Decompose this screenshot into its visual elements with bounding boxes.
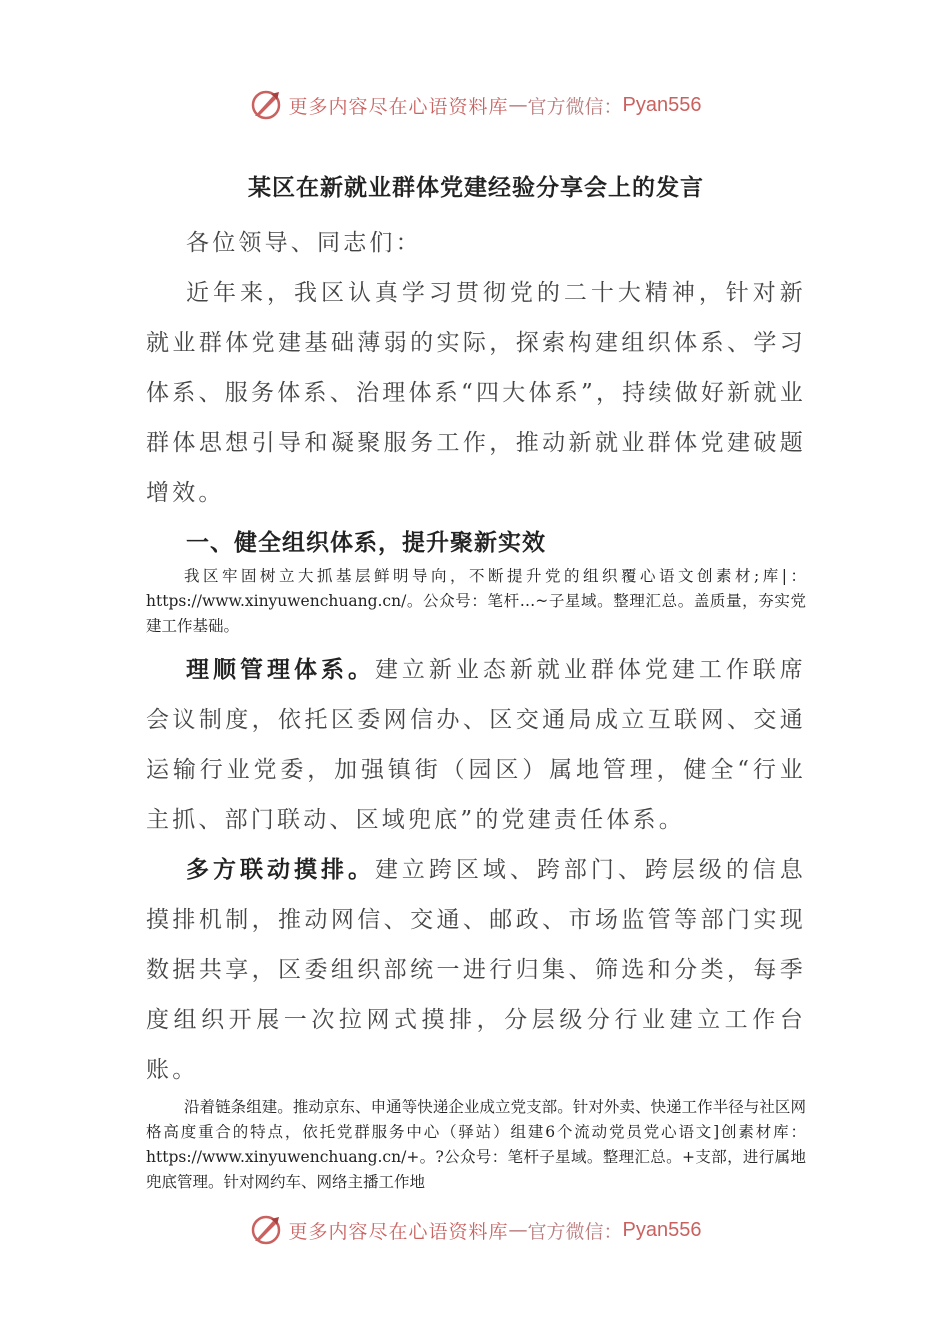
quill-logo-icon xyxy=(249,88,283,122)
banner-account-label: 官方微信： xyxy=(527,1220,623,1243)
document-title: 某区在新就业群体党建经验分享会上的发言 xyxy=(248,174,704,201)
chain-building-small-paragraph: 沿着链条组建。推动京东、申通等快递企业成立党支部。针对外卖、快递工作半径与社区网格高度重合的特点，依托党群服务中心（驿站）组建6个流动党员党心语文]创素材库：https://www.xinyuwenchuang.cn/+。?公众号：笔杆子星域。整理汇总。+支部，进行属地兜底管理。针对网约车、网络主播工作地 xyxy=(146,1098,806,1191)
banner-text: 更多内容尽在心语资料库 xyxy=(288,1220,509,1243)
banner-dash: — xyxy=(508,94,528,116)
paragraph-lead: 理顺管理体系。 xyxy=(186,656,375,683)
intro-paragraph: 近年来，我区认真学习贯彻党的二十大精神，针对新就业群体党建基础薄弱的实际，探索构建组织体系、学习体系、服务体系、治理体系“四大体系”，持续做好新就业群体思想引导和凝聚服务工作，推动新就业群体党建破题增效。 xyxy=(146,280,806,506)
greeting: 各位领导、同志们： xyxy=(186,230,422,256)
watermark-banner-top xyxy=(0,85,950,125)
banner-dash: — xyxy=(508,1219,528,1241)
banner-text: 更多内容尽在心语资料库 xyxy=(288,95,509,118)
paragraph-management-system: 理顺管理体系。建立新业态新就业群体党建工作联席会议制度，依托区委网信办、区交通局成立互联网、交通运输行业党委，加强镇街（园区）属地管理，健全“行业主抓、部门联动、区域兜底”的党建责任体系。 xyxy=(146,656,806,833)
paragraph-joint-survey: 多方联动摸排。建立跨区域、跨部门、跨层级的信息摸排机制，推动网信、交通、邮政、市场监管等部门实现数据共享，区委组织部统一进行归集、筛选和分类，每季度组织开展一次拉网式摸排，分层级分行业建立工作台账。 xyxy=(146,856,806,1083)
banner-account-label: 官方微信： xyxy=(527,95,623,118)
section-heading-1: 一、健全组织体系，提升聚新实效 xyxy=(186,529,546,556)
paragraph-lead: 多方联动摸排。 xyxy=(186,856,375,883)
banner-account-id: Pyan556 xyxy=(622,93,702,116)
watermark-banner-bottom xyxy=(0,1210,950,1250)
document-body xyxy=(146,170,806,1201)
quill-logo-icon xyxy=(249,1213,283,1247)
section1-small-paragraph: 我区牢固树立大抓基层鲜明导向，不断提升党的组织覆心语文创素材;库|：https://www.xinyuwenchuang.cn/。公众号：笔杆…~子星域。整理汇总。盖质量，夯实党建工作基础。 xyxy=(146,567,806,635)
banner-account-id: Pyan556 xyxy=(622,1218,702,1241)
